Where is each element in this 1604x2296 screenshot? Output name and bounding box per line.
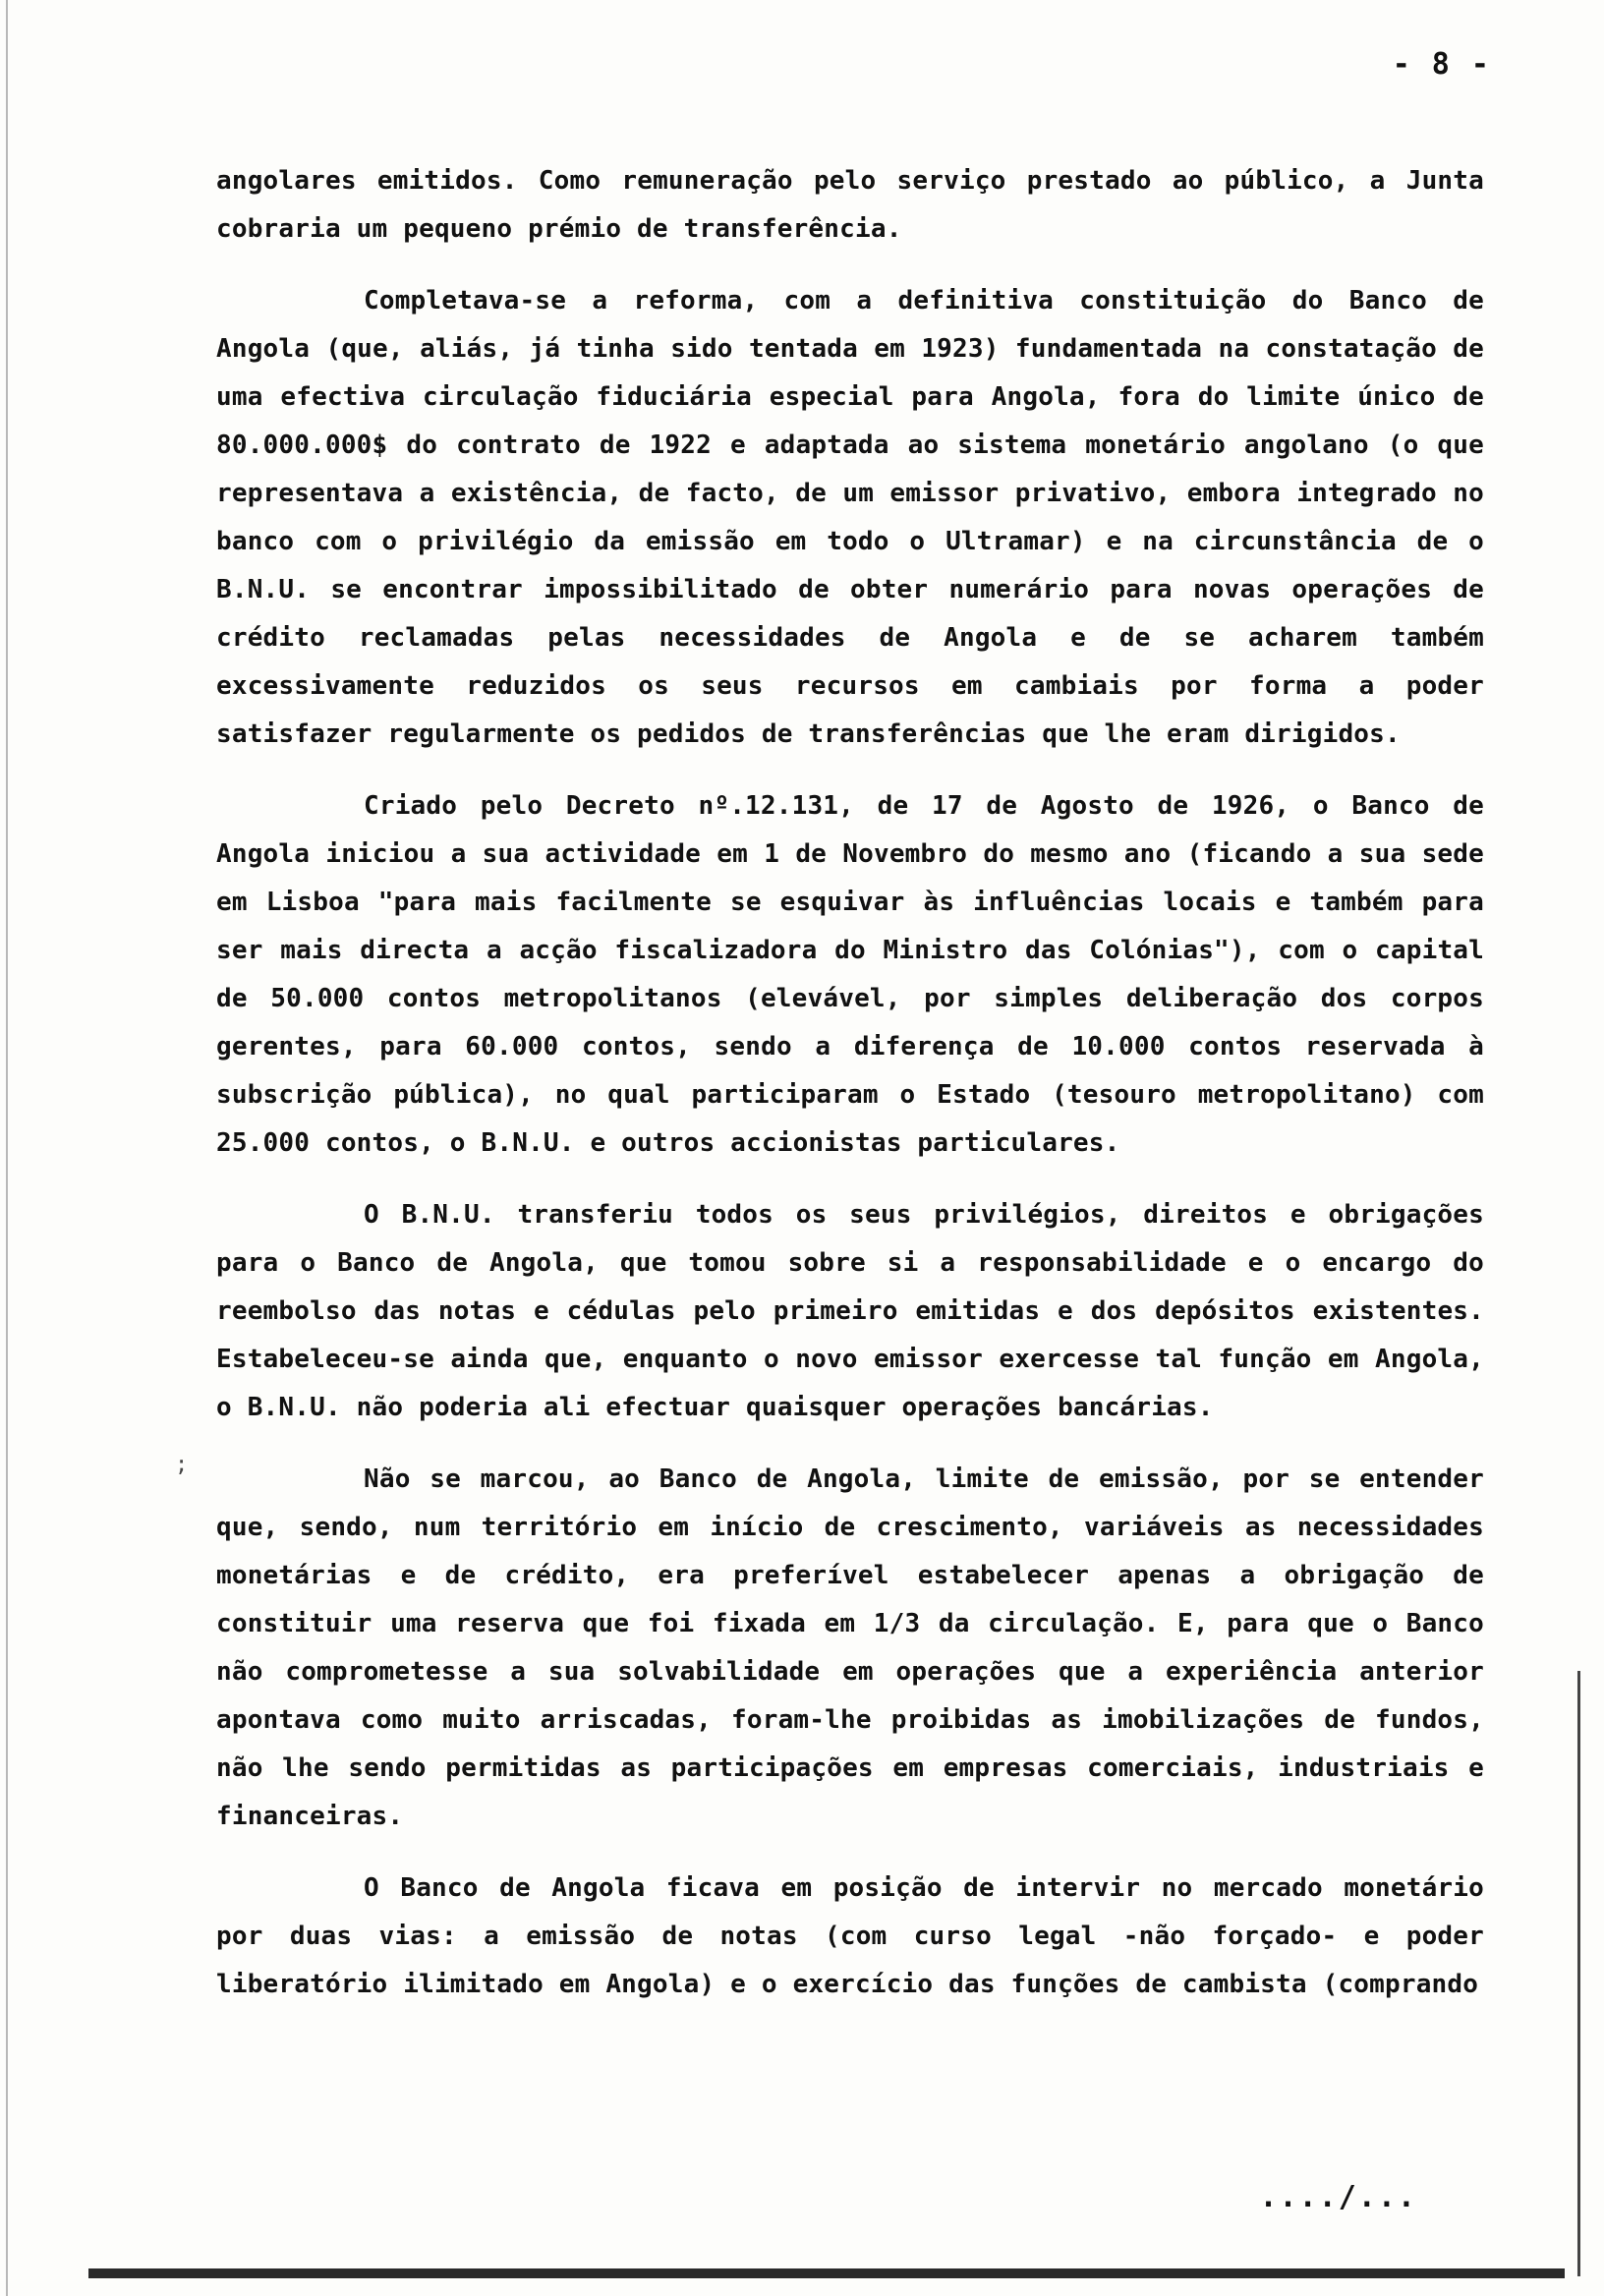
continuation-mark: ..../... — [1259, 2180, 1417, 2214]
paragraph-1: angolares emitidos. Como remuneração pelo serviço prestado ao público, a Junta cobraria um pequeno prémio de transferência. — [216, 166, 1484, 244]
paragraph-3: Criado pelo Decreto nº.12.131, de 17 de Agosto de 1926, o Banco de Angola iniciou a sua actividade em 1 de Novembro do mesmo ano (ficando a sua sede em Lisboa "para mais facilmente se esquivar às influências locais e também para ser mais directa a acção fiscalizadora do Ministro das Colónias"), com o capital de 50.000 contos metropolitanos (elevável, por simples deliberação dos corpos gerentes, para 60.000 contos, sendo a diferença de 10.000 contos reservada à subscrição pública), no qual participaram o Estado (tesouro metropolitano) com 25.000 contos, o B.N.U. e outros accionistas particulares. — [216, 791, 1484, 1158]
paragraph-5: Não se marcou, ao Banco de Angola, limite de emissão, por se entender que, sendo, num território em início de crescimento, variáveis as necessidades monetárias e de crédito, era preferível estabelecer apenas a obrigação de constituir uma reserva que foi fixada em 1/3 da circulação. E, para que o Banco não comprometesse a sua solvabilidade em operações que a experiência anterior apontava como muito arriscadas, foram-lhe proibidas as imobilizações de fundos, não lhe sendo permitidas as participações em empresas comerciais, industriais e financeiras. — [216, 1464, 1484, 1831]
page-number: - 8 - — [1392, 47, 1491, 82]
body-text — [216, 157, 1484, 2033]
paragraph-6: O Banco de Angola ficava em posição de intervir no mercado monetário por duas vias: a emissão de notas (com curso legal -não forçado- e poder liberatório ilimitado em Angola) e o exercício das funções de cambista (comprando — [216, 1873, 1484, 1999]
scan-edge-line-right — [1577, 1671, 1580, 2276]
stray-mark: ; — [175, 1453, 189, 1477]
scan-bottom-border — [88, 2268, 1565, 2278]
paragraph-4: O B.N.U. transferiu todos os seus privilégios, direitos e obrigações para o Banco de Angola, que tomou sobre si a responsabilidade e o encargo do reembolso das notas e cédulas pelo primeiro emitidas e dos depósitos existentes. Estabeleceu-se ainda que, enquanto o novo emissor exercesse tal função em Angola, o B.N.U. não poderia ali efectuar quaisquer operações bancárias. — [216, 1200, 1484, 1422]
paragraph-2: Completava-se a reforma, com a definitiva constituição do Banco de Angola (que, aliás, já tinha sido tentada em 1923) fundamentada na constatação de uma efectiva circulação fiduciária especial para Angola, fora do limite único de 80.000.000$ do contrato de 1922 e adaptada ao sistema monetário angolano (o que representava a existência, de facto, de um emissor privativo, embora integrado no banco com o privilégio da emissão em todo o Ultramar) e na circunstância de o B.N.U. se encontrar impossibilitado de obter numerário para novas operações de crédito reclamadas pelas necessidades de Angola e de se acharem também excessivamente reduzidos os seus recursos em cambiais por forma a poder satisfazer regularmente os pedidos de transferências que lhe eram dirigidos. — [216, 286, 1484, 749]
scan-edge-line — [6, 0, 8, 2296]
